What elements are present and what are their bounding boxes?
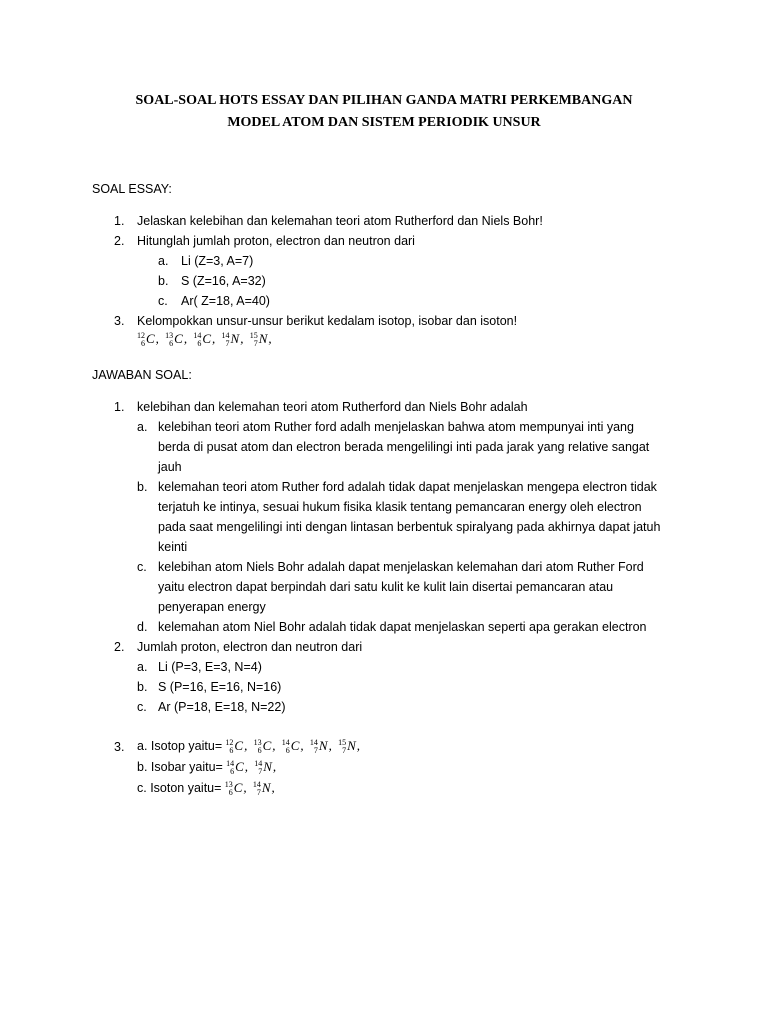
essay-q2-item-letter: b. xyxy=(158,274,169,288)
mass-number: 12 xyxy=(225,738,234,748)
answer-1-item-line: yaitu electron dapat berpindah dari satu kulit ke kulit lain disertai pemancaran atau xyxy=(158,580,614,594)
mass-number: 14 xyxy=(254,759,263,769)
mass-number: 14 xyxy=(193,331,202,341)
separator: , xyxy=(243,780,247,795)
atomic-number: 7 xyxy=(225,339,230,349)
essay-q2-item-letter: c. xyxy=(158,294,168,308)
nuclide xyxy=(254,738,272,755)
nuclide xyxy=(310,738,328,755)
essay-q3-nuclide-list xyxy=(137,331,275,348)
atomic-number: 6 xyxy=(141,339,145,349)
element-symbol: C xyxy=(290,738,300,753)
separator: , xyxy=(244,759,248,774)
atomic-number: 7 xyxy=(253,339,258,349)
answer-1-item-line: pada saat mengelilingi inti dengan lintasan berbentuk spiralyang pada akhirnya dapat jatuh xyxy=(158,520,661,534)
answer-2-item-text: Li (P=3, E=3, N=4) xyxy=(158,660,262,674)
answer-1-text: kelebihan dan kelemahan teori atom Rutherford dan Niels Bohr adalah xyxy=(137,400,528,414)
answer-2-item-text: S (P=16, E=16, N=16) xyxy=(158,680,282,694)
isoton-label: c. Isoton yaitu= xyxy=(137,781,222,795)
separator: , xyxy=(155,331,159,346)
separator: , xyxy=(268,331,272,346)
mass-number: 13 xyxy=(165,331,174,341)
essay-q2-item-letter: a. xyxy=(158,254,169,268)
answer-3-isoton-line xyxy=(137,780,278,797)
separator: , xyxy=(300,738,304,753)
answer-1-number: 1. xyxy=(114,400,125,414)
mass-number: 13 xyxy=(253,738,262,748)
answer-1-item-letter: c. xyxy=(137,560,147,574)
answer-2-number: 2. xyxy=(114,640,125,654)
nuclide xyxy=(137,331,155,348)
element-symbol: N xyxy=(230,331,240,346)
separator: , xyxy=(356,738,360,753)
atomic-number: 6 xyxy=(230,767,235,777)
answer-2-item-letter: b. xyxy=(137,680,148,694)
essay-q2-item-text: Li (Z=3, A=7) xyxy=(181,254,254,268)
mass-number: 14 xyxy=(226,759,235,769)
answer-1-item-line: penyerapan energy xyxy=(158,600,266,614)
separator: , xyxy=(272,738,276,753)
atomic-number: 6 xyxy=(229,746,234,756)
essay-q1-text: Jelaskan kelebihan dan kelemahan teori atom Rutherford dan Niels Bohr! xyxy=(137,214,543,228)
element-symbol: C xyxy=(174,331,183,346)
answer-1-item-letter: b. xyxy=(137,480,148,494)
nuclide xyxy=(225,738,243,755)
atomic-number: 6 xyxy=(228,788,233,798)
essay-q2-number: 2. xyxy=(114,234,125,248)
atomic-number: 7 xyxy=(256,788,261,798)
separator: , xyxy=(328,738,332,753)
answer-3-isobar-line xyxy=(137,759,279,776)
nuclide xyxy=(250,331,268,348)
mass-number: 13 xyxy=(224,780,233,790)
element-symbol: N xyxy=(318,738,328,753)
mass-number: 14 xyxy=(309,738,318,748)
mass-number: 14 xyxy=(281,738,290,748)
element-symbol: C xyxy=(146,331,155,346)
element-symbol: C xyxy=(262,738,272,753)
answer-1-item-letter: d. xyxy=(137,620,148,634)
atomic-number: 6 xyxy=(285,746,290,756)
mass-number: 12 xyxy=(137,331,145,341)
element-symbol: C xyxy=(234,738,244,753)
nuclide xyxy=(225,780,243,797)
document-title-line-2: MODEL ATOM DAN SISTEM PERIODIK UNSUR xyxy=(227,115,541,130)
mass-number: 15 xyxy=(338,738,347,748)
answer-2-text: Jumlah proton, electron dan neutron dari xyxy=(137,640,363,654)
atomic-number: 6 xyxy=(197,339,202,349)
mass-number: 15 xyxy=(249,331,258,341)
element-symbol: N xyxy=(263,759,272,774)
element-symbol: N xyxy=(347,738,356,753)
nuclide xyxy=(253,780,271,797)
element-symbol: N xyxy=(258,331,268,346)
essay-q2-text: Hitunglah jumlah proton, electron dan neutron dari xyxy=(137,234,415,248)
answer-1-item-line: keinti xyxy=(158,540,188,554)
essay-q2-item-text: Ar( Z=18, A=40) xyxy=(181,294,270,308)
answers-heading: JAWABAN SOAL: xyxy=(92,368,192,382)
nuclide xyxy=(338,738,356,755)
nuclide xyxy=(165,331,183,348)
mass-number: 14 xyxy=(252,780,261,790)
isobar-label: b. Isobar yaitu= xyxy=(137,760,223,774)
separator: , xyxy=(272,759,277,774)
atomic-number: 6 xyxy=(257,746,262,756)
answer-1-item-line: kelebihan atom Niels Bohr adalah dapat menjelaskan kelemahan dari atom Ruther Ford xyxy=(158,560,644,574)
answer-1-item-line: kelemahan teori atom Ruther ford adalah tidak dapat menjelaskan mengepa electron tidak xyxy=(158,480,657,494)
answer-1-item-line: berda di pusat atom dan electron berada mengelilingi inti pada jarak yang relative sangat xyxy=(158,440,650,454)
nuclide xyxy=(226,759,244,776)
answer-1-item-line: terjatuh ke intinya, sesuai hukum fisika klasik tentang pemancaran energy oleh electron xyxy=(158,500,642,514)
answer-3-isotop-line xyxy=(137,738,363,755)
answer-2-item-text: Ar (P=18, E=18, N=22) xyxy=(158,700,286,714)
mass-number: 14 xyxy=(221,331,230,341)
separator: , xyxy=(271,780,275,795)
essay-q3-text: Kelompokkan unsur-unsur berikut kedalam isotop, isobar dan isoton! xyxy=(137,314,518,328)
nuclide xyxy=(193,331,211,348)
answer-3-number: 3. xyxy=(114,740,125,754)
element-symbol: C xyxy=(233,780,243,795)
isotop-label: a. Isotop yaitu= xyxy=(137,739,223,753)
separator: , xyxy=(244,738,248,753)
answer-2-item-letter: a. xyxy=(137,660,148,674)
atomic-number: 7 xyxy=(313,746,318,756)
atomic-number: 6 xyxy=(169,339,174,349)
essay-q2-item-text: S (Z=16, A=32) xyxy=(181,274,266,288)
document-title-line-1: SOAL-SOAL HOTS ESSAY DAN PILIHAN GANDA MATRI PERKEMBANGAN xyxy=(135,93,633,108)
nuclide xyxy=(254,759,272,776)
answer-1-item-letter: a. xyxy=(137,420,148,434)
element-symbol: C xyxy=(202,331,212,346)
answer-1-item-line: kelebihan teori atom Ruther ford adalh menjelaskan bahwa atom mempunyai inti yang xyxy=(158,420,634,434)
nuclide xyxy=(222,331,240,348)
atomic-number: 7 xyxy=(342,746,347,756)
essay-heading: SOAL ESSAY: xyxy=(92,182,172,196)
separator: , xyxy=(240,331,244,346)
essay-q3-number: 3. xyxy=(114,314,125,328)
atomic-number: 7 xyxy=(258,767,263,777)
nuclide xyxy=(282,738,300,755)
element-symbol: N xyxy=(261,780,271,795)
answer-2-item-letter: c. xyxy=(137,700,147,714)
separator: , xyxy=(212,331,216,346)
answer-1-item-line: jauh xyxy=(158,460,182,474)
essay-q1-number: 1. xyxy=(114,214,125,228)
separator: , xyxy=(183,331,188,346)
answer-1-item-line: kelemahan atom Niel Bohr adalah tidak dapat menjelaskan seperti apa gerakan electron xyxy=(158,620,647,634)
element-symbol: C xyxy=(235,759,244,774)
